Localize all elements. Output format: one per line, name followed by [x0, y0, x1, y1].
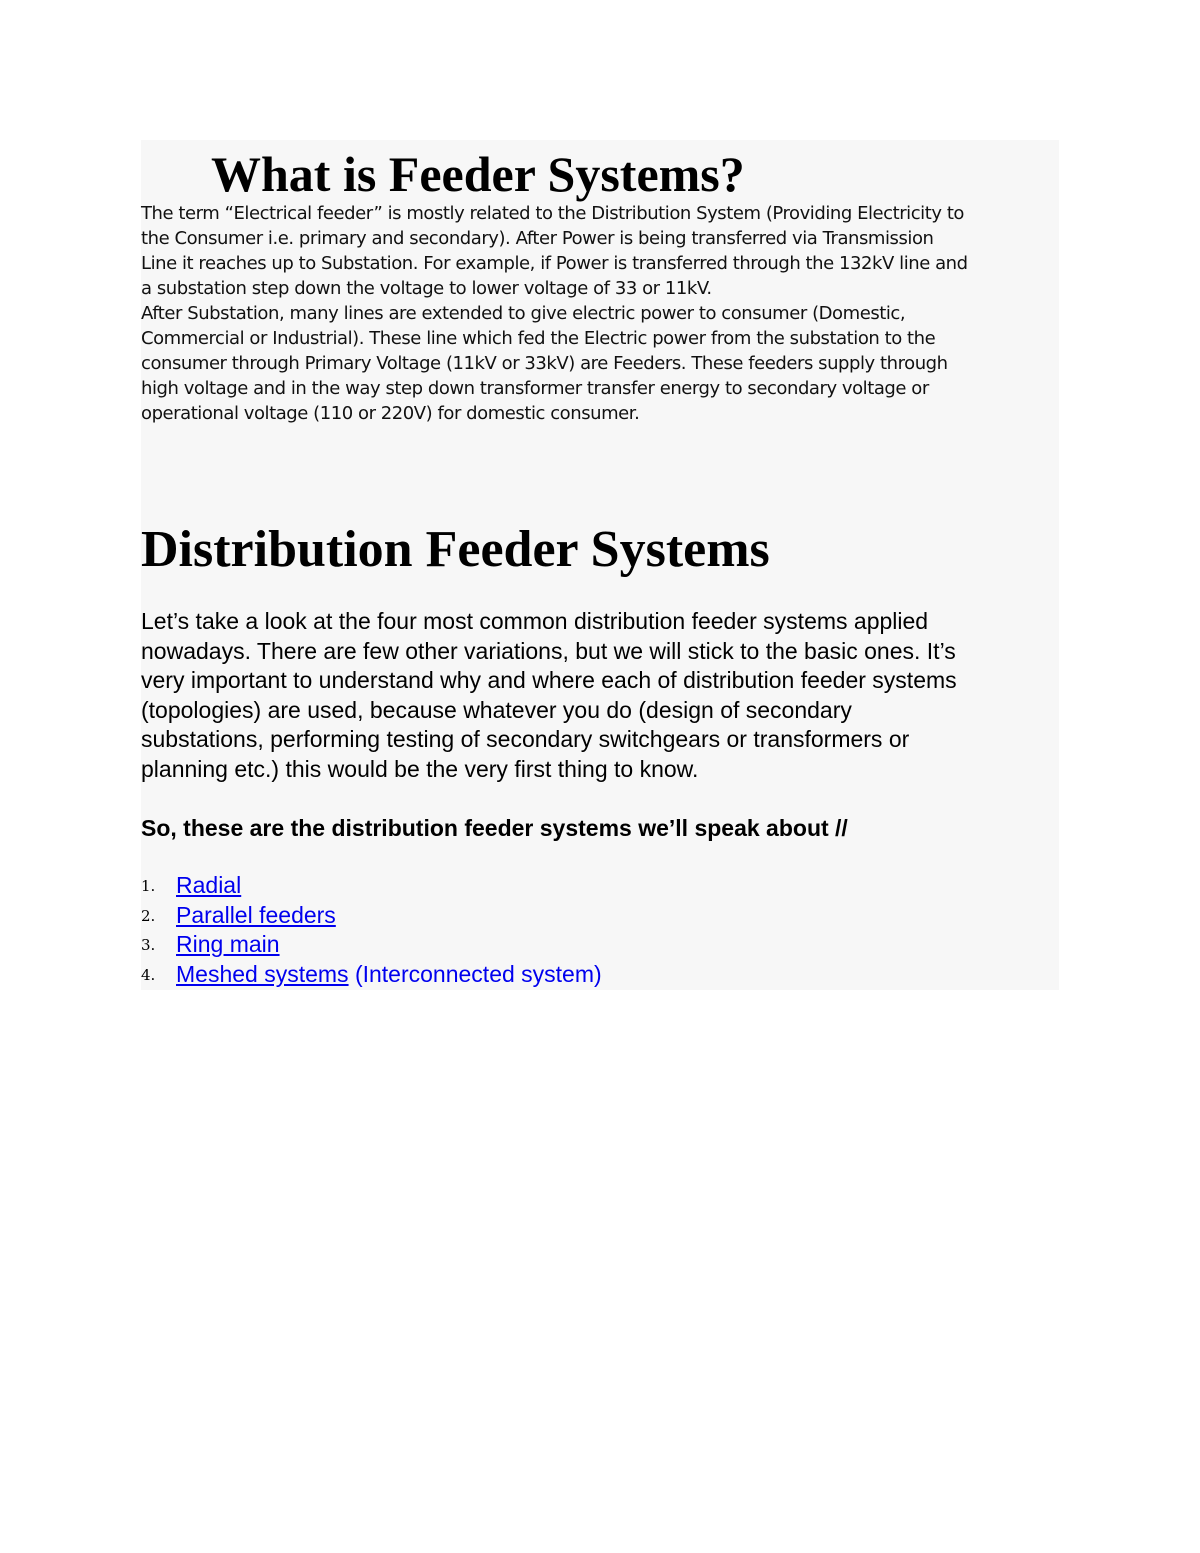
ring-main-link[interactable]: Ring main	[176, 931, 280, 957]
intro-paragraph	[141, 201, 1071, 426]
page-title: What is Feeder Systems?	[211, 146, 745, 202]
intro-line: high voltage and in the way step down transformer transfer energy to secondary voltage or	[141, 378, 929, 399]
parallel-feeders-link[interactable]: Parallel feeders	[176, 901, 336, 928]
list-number: 1.	[141, 877, 156, 895]
intro-line: a substation step down the voltage to lower voltage of 33 or 11kV.	[141, 278, 712, 299]
list-item-text	[176, 930, 280, 960]
list-item-text	[176, 960, 602, 990]
list-number: 4.	[141, 965, 156, 984]
body-line: Let’s take a look at the four most common distribution feeder systems applied	[141, 608, 929, 634]
list-lead-in: So, these are the distribution feeder systems we’ll speak about //	[141, 815, 848, 841]
list-number: 3.	[141, 936, 156, 954]
intro-line: Line it reaches up to Substation. For example, if Power is transferred through the 132kV line and	[141, 253, 968, 274]
body-line: (topologies) are used, because whatever you do (design of secondary	[141, 696, 852, 723]
radial-link[interactable]: Radial	[176, 872, 242, 898]
section-heading: Distribution Feeder Systems	[141, 521, 770, 578]
meshed-systems-link[interactable]: Meshed systems	[176, 960, 349, 987]
list-item-text	[176, 901, 336, 931]
body-line: very important to understand why and where each of distribution feeder systems	[141, 667, 957, 693]
list-item-text	[176, 871, 241, 901]
body-paragraph	[141, 607, 1059, 784]
list-number: 2.	[141, 906, 156, 925]
body-line: substations, performing testing of secondary switchgears or transformers or	[141, 726, 910, 752]
intro-line: operational voltage (110 or 220V) for domestic consumer.	[141, 403, 640, 424]
body-line: planning etc.) this would be the very first thing to know.	[141, 755, 699, 782]
intro-line: Commercial or Industrial). These line which fed the Electric power from the substation to the	[141, 328, 936, 349]
body-line: nowadays. There are few other variations, but we will stick to the basic ones. It’s	[141, 637, 956, 664]
intro-line: The term “Electrical feeder” is mostly related to the Distribution System (Providing Electricity to	[141, 203, 964, 224]
intro-line: the Consumer i.e. primary and secondary). After Power is being transferred via Transmission	[141, 228, 934, 249]
intro-line: consumer through Primary Voltage (11kV or 33kV) are Feeders. These feeders supply through	[141, 353, 948, 374]
intro-line: After Substation, many lines are extended to give electric power to consumer (Domestic,	[141, 303, 906, 324]
list-item-suffix: (Interconnected system)	[348, 960, 602, 987]
